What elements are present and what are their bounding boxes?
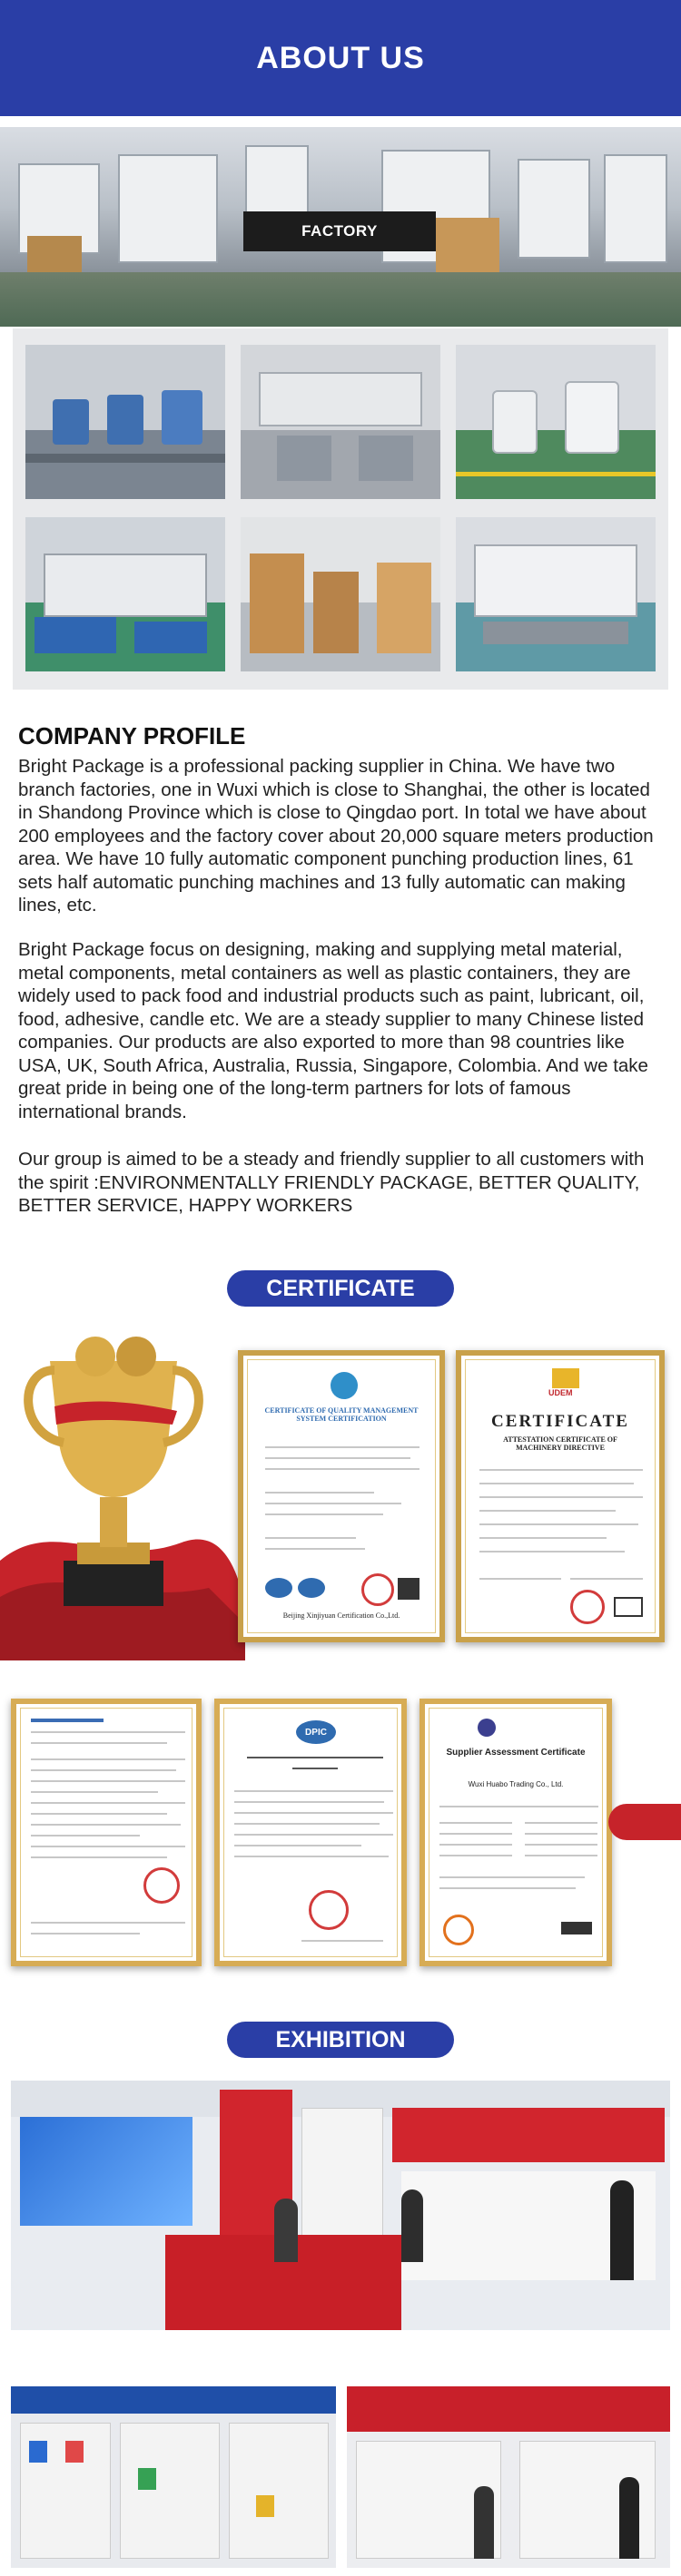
- factory-label: FACTORY: [243, 211, 436, 251]
- certificate-heading: CERTIFICATE: [227, 1270, 454, 1307]
- page-title: ABOUT US: [256, 40, 425, 75]
- red-ribbon-decoration: [608, 1804, 681, 1840]
- cert1-footer: Beijing Xinjiyuan Certification Co.,Ltd.: [282, 1611, 400, 1620]
- exhibition-photo-main: [11, 2081, 670, 2330]
- cert2-title: CERTIFICATE: [491, 1412, 629, 1431]
- cert2-subtitle: ATTESTATION CERTIFICATE OF MACHINERY DIRECTIVE: [503, 1435, 617, 1452]
- profile-paragraph-1: Bright Package is a professional packing supplier in China. We have two branch factories, one in Wuxi which is close to Shanghai, the other is located in Shandong Province which is close to Qingdao port. In total we have about 200 employees and the factory cover about 20,000 square meters production area. We have 10 fully automatic component punching production lines, 61 sets half automatic punching machines and 13 fully automatic can making lines, etc.: [18, 756, 654, 916]
- cert2-brand: UDEM: [548, 1388, 573, 1397]
- cert5-title: Supplier Assessment Certificate: [446, 1748, 586, 1758]
- certificate-quality-management: [238, 1350, 445, 1642]
- cert1-title: CERTIFICATE OF QUALITY MANAGEMENT SYSTEM CERTIFICATION: [264, 1406, 419, 1423]
- profile-paragraph-3: Our group is aimed to be a steady and friendly supplier to all customers with the spirit :ENVIRONMENTALLY FRIENDLY PACKAGE, BETTER QUALITY, BETTER SERVICE, HAPPY WORKERS: [18, 1149, 645, 1216]
- company-profile-title: COMPANY PROFILE: [18, 722, 246, 749]
- about-us-banner: [0, 0, 681, 116]
- trophy-image: [0, 1334, 245, 1660]
- exhibition-heading: EXHIBITION: [227, 2022, 454, 2058]
- certificate-machinery-directive: [456, 1350, 665, 1642]
- factory-photo-1: [25, 345, 225, 499]
- certificate-supplier-assessment: [419, 1699, 612, 1966]
- certificate-test-report: [11, 1699, 202, 1966]
- factory-photo-2: [241, 345, 440, 499]
- certificate-export-notice: [214, 1699, 407, 1966]
- factory-photo-4: [25, 517, 225, 671]
- factory-photo-5: [241, 517, 440, 671]
- factory-photo-3: [456, 345, 656, 499]
- factory-photo-6: [456, 517, 656, 671]
- profile-paragraph-2: Bright Package focus on designing, making and supplying metal material, metal components, metal containers as well as plastic containers, they are widely used to pack food and industrial products such as paint, lubricant, oil, food, adhesive, candle etc. We are a steady supplier to many Chinese listed companies. Our products are also exported to more than 98 countries like USA, UK, South Africa, Australia, Russia, Singapore, Colombia. And we take great pride in being one of the long-term partners for lots of famous international brands.: [18, 939, 648, 1122]
- cert5-company: Wuxi Huabo Trading Co., Ltd.: [468, 1780, 564, 1788]
- exhibition-photo-left: [11, 2386, 336, 2568]
- cert4-badge: DPIC: [296, 1720, 336, 1744]
- exhibition-photo-right: [347, 2386, 670, 2568]
- factory-photo-grid: [13, 328, 668, 690]
